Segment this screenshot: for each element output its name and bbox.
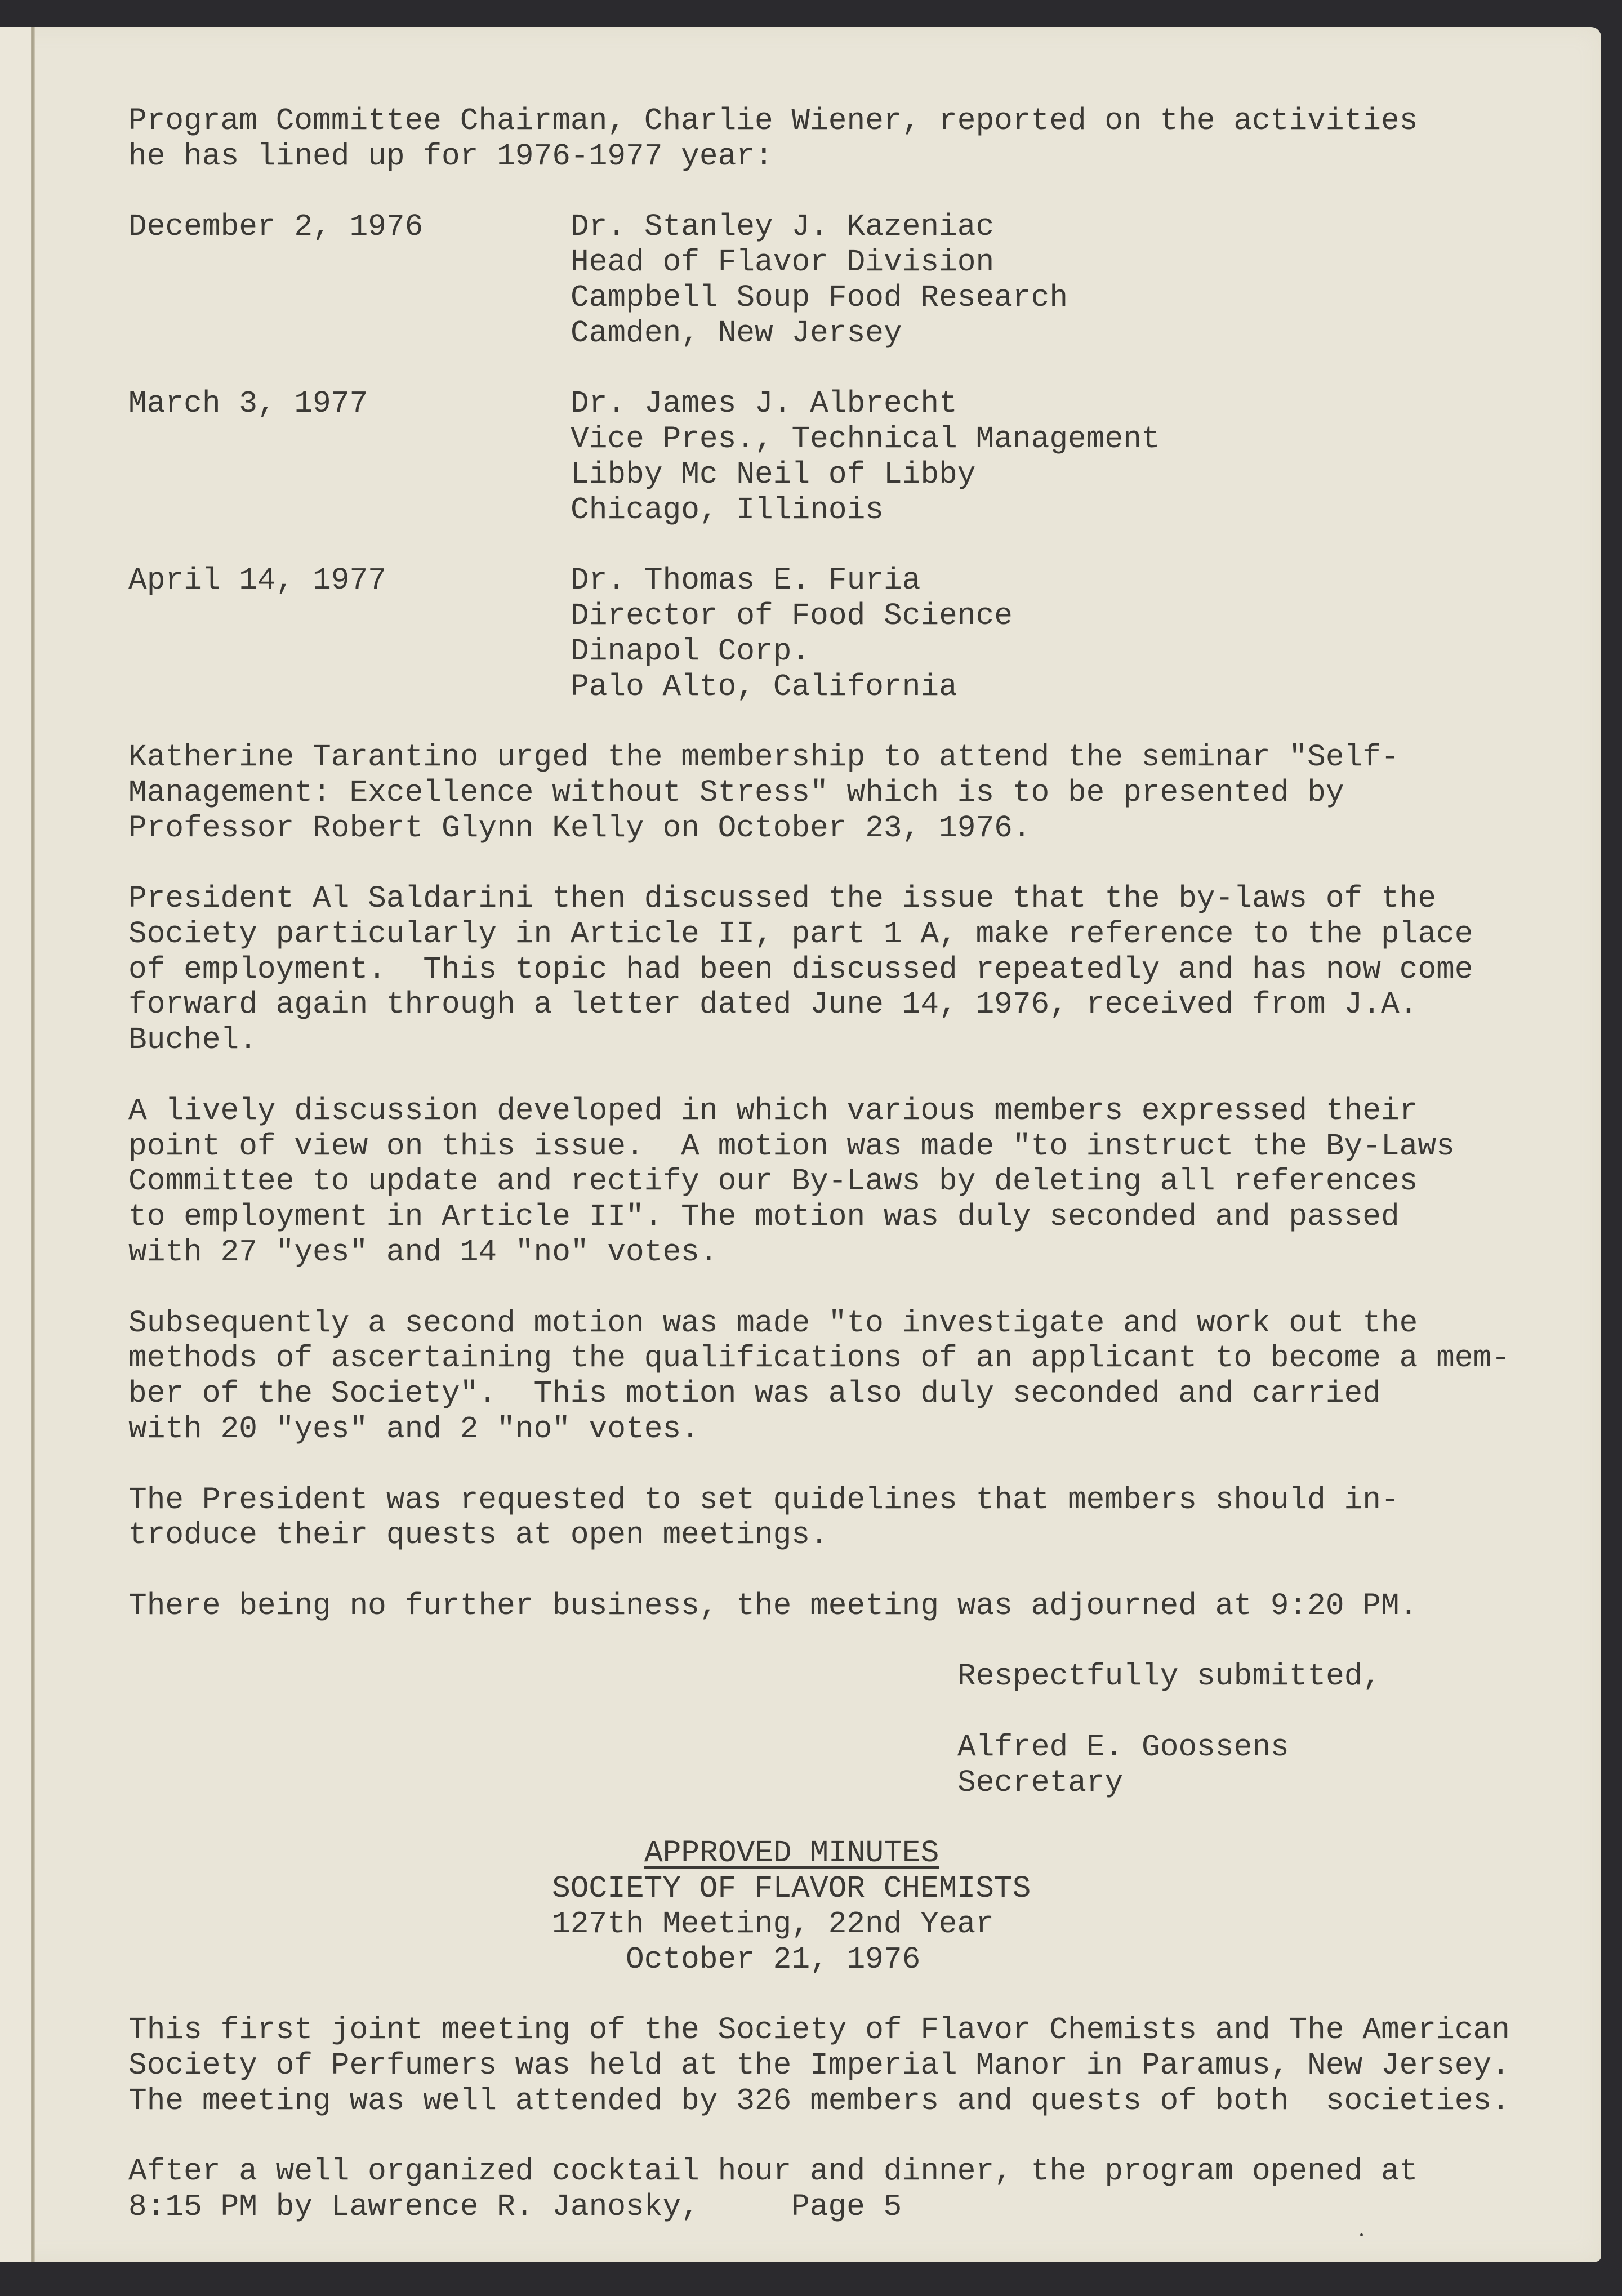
paragraph-line: ber of the Society". This motion was also duly seconded and carried — [128, 1377, 1381, 1411]
speaker-line: Dinapol Corp. — [571, 635, 810, 669]
closing-line: Respectfully submitted, — [957, 1660, 1382, 1694]
paragraph-line: Society of Perfumers was held at the Imperial Manor in Paramus, New Jersey. — [128, 2049, 1510, 2083]
ink-speck — [1360, 2233, 1363, 2236]
schedule-date: March 3, 1977 — [128, 387, 368, 421]
paragraph-line: Subsequently a second motion was made "to investigate and work out the — [128, 1307, 1418, 1341]
paragraph-line: forward again through a letter dated June 14, 1976, received from J.A. — [128, 988, 1418, 1022]
header-meeting: 127th Meeting, 22nd Year — [552, 1907, 994, 1942]
paragraph-line: Society particularly in Article II, part 1 A, make reference to the place — [128, 917, 1473, 952]
schedule-date: December 2, 1976 — [128, 210, 424, 244]
paragraph-line: The President was requested to set quidelines that members should in- — [128, 1483, 1400, 1518]
paragraph-line: The meeting was well attended by 326 members and quests of both societies. — [128, 2084, 1510, 2119]
paragraph-line: Professor Robert Glynn Kelly on October 23, 1976. — [128, 812, 1031, 846]
paragraph-line: Management: Excellence without Stress" which is to be presented by — [128, 776, 1344, 810]
speaker-line: Campbell Soup Food Research — [571, 281, 1068, 315]
paragraph-line: President Al Saldarini then discussed the issue that the by-laws of the — [128, 882, 1437, 916]
speaker-line: Palo Alto, California — [571, 670, 957, 705]
intro-line: Program Committee Chairman, Charlie Wiener, reported on the activities — [128, 104, 1418, 139]
paragraph-line: with 20 "yes" and 2 "no" votes. — [128, 1412, 699, 1447]
signature-title: Secretary — [957, 1766, 1124, 1800]
header-date: October 21, 1976 — [626, 1943, 921, 1977]
paragraph-line: This first joint meeting of the Society of Flavor Chemists and The American — [128, 2013, 1510, 2048]
header-organization: SOCIETY OF FLAVOR CHEMISTS — [552, 1872, 1031, 1906]
paragraph-line: troduce their quests at open meetings. — [128, 1518, 828, 1553]
page-number: Page 5 — [791, 2190, 902, 2224]
paragraph-line: A lively discussion developed in which various members expressed their — [128, 1094, 1418, 1129]
header-heading-text: APPROVED MINUTES — [644, 1836, 939, 1871]
paragraph-line: of employment. This topic had been discussed repeatedly and has now come — [128, 953, 1473, 987]
previous-page-edge — [0, 27, 32, 2262]
speaker-line: Vice Pres., Technical Management — [571, 422, 1160, 457]
paragraph-line: to employment in Article II". The motion was duly seconded and passed — [128, 1200, 1400, 1234]
speaker-line: Camden, New Jersey — [571, 316, 902, 351]
schedule-date: April 14, 1977 — [128, 564, 386, 598]
paragraph-line: point of view on this issue. A motion was made "to instruct the By-Laws — [128, 1130, 1455, 1164]
binding-fold — [31, 27, 35, 2262]
paragraph-line: with 27 "yes" and 14 "no" votes. — [128, 1236, 718, 1270]
signature-name: Alfred E. Goossens — [957, 1731, 1289, 1765]
speaker-line: Director of Food Science — [571, 599, 1013, 634]
paragraph-adjourned: There being no further business, the meeting was adjourned at 9:20 PM. — [128, 1589, 1418, 1624]
header-heading — [644, 1836, 939, 1872]
speaker-line: Head of Flavor Division — [571, 246, 995, 280]
speaker-line: Libby Mc Neil of Libby — [571, 458, 976, 492]
paragraph-line: 8:15 PM by Lawrence R. Janosky, — [128, 2190, 699, 2224]
speaker-line: Dr. Stanley J. Kazeniac — [571, 210, 995, 244]
intro-line: he has lined up for 1976-1977 year: — [128, 140, 773, 174]
speaker-line: Chicago, Illinois — [571, 493, 884, 528]
speaker-line: Dr. Thomas E. Furia — [571, 564, 921, 598]
paragraph-line: methods of ascertaining the qualifications of an applicant to become a mem- — [128, 1341, 1510, 1376]
paragraph-line: Katherine Tarantino urged the membership to attend the seminar "Self- — [128, 741, 1400, 775]
paragraph-line: Committee to update and rectify our By-Laws by deleting all references — [128, 1165, 1418, 1199]
paragraph-line: After a well organized cocktail hour and dinner, the program opened at — [128, 2155, 1418, 2189]
paragraph-line: Buchel. — [128, 1023, 257, 1058]
speaker-line: Dr. James J. Albrecht — [571, 387, 957, 421]
